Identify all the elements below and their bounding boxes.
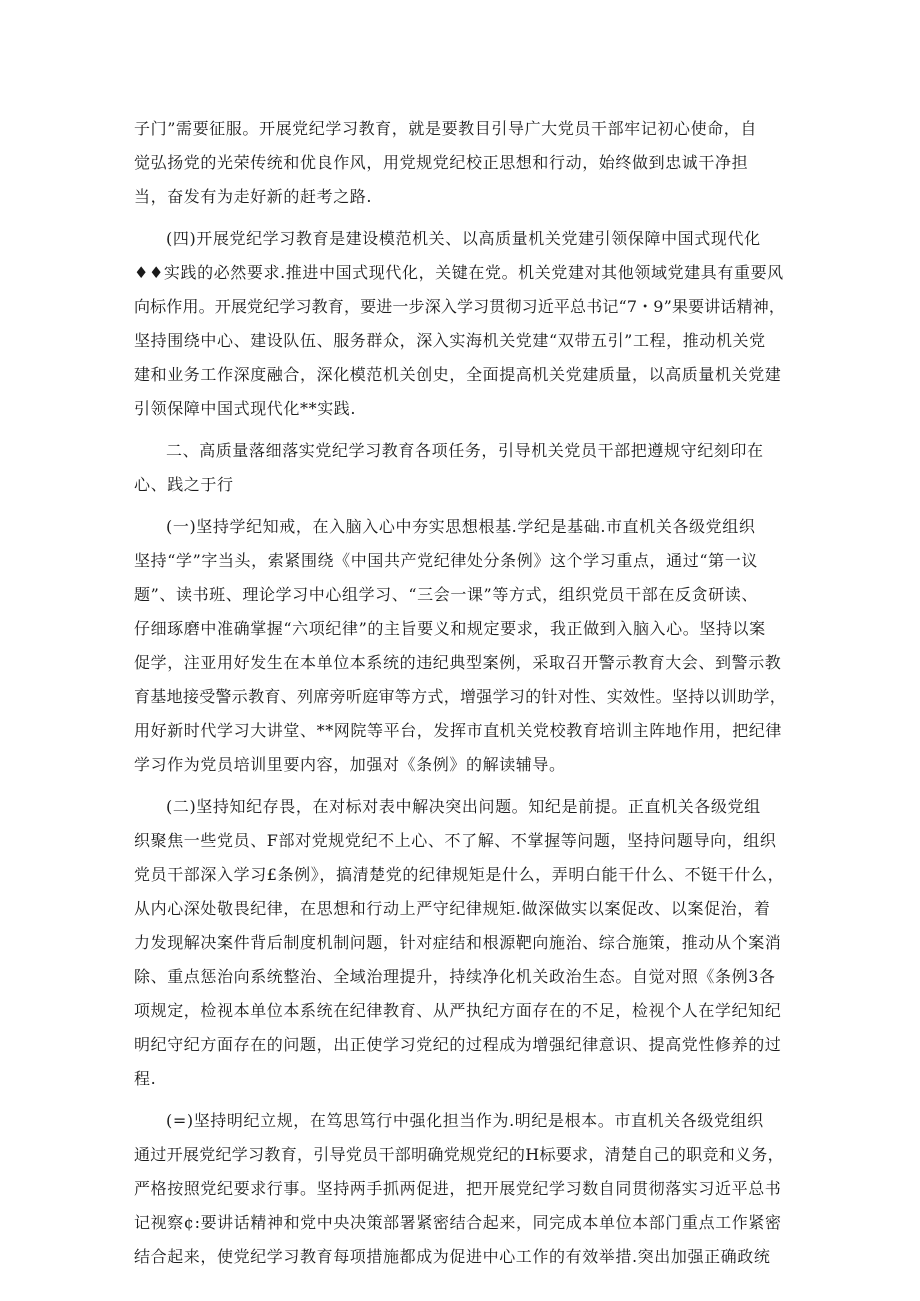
text-line: 力发现解决案件背后制度机制问题，针对症结和根源靶向施治、综合施策，推动从个案消 xyxy=(134,933,782,952)
text-line: 党员干部深入学习£条例》，搞清楚党的纪律规矩是什么，弄明白能干什么、不铤干什么， xyxy=(134,865,785,884)
text-line: 觉弘扬党的光荣传统和优良作风，用党规党纪校正思想和行动，始终做到忠诚干净担 xyxy=(134,153,749,172)
text-line: 题”、读书班、理论学习中心组学习、“三会一课”等方式，组织党员干部在反贪研读、 xyxy=(134,585,758,604)
text-line: 记视察¢:要讲话精神和党中央决策部署紧密结合起来，同完成本单位本部门重点工作紧密 xyxy=(134,1213,782,1232)
text-line: 坚持“学”字当头，索紧围绕《中国共产党纪律处分条例》这个学习重点，通过“第一议 xyxy=(134,551,758,570)
text-line: 促学，注亚用好发生在本单位本系统的违纪典型案例，采取召开警示教育大会、到警示教 xyxy=(134,653,782,672)
text-line: 严格按照党纪要求行事。坚持两手抓两促进，把开展党纪学习数自同贯彻落实习近平总书 xyxy=(134,1179,782,1198)
heading-line: 二、高质量落细落实党纪学习教育各项任务，引导机关党员干部把遵规守纪刻印在 xyxy=(166,441,764,460)
text-line: 项规定，检视本单位本系统在纪律教育、从严执纪方面存在的不足，检视个人在学纪知纪 xyxy=(134,1001,782,1020)
text-line: 子门”需要征服。开展党纪学习教育，就是要教目引导广大党员干部牢记初心使命，自 xyxy=(134,119,757,138)
text-line: 明纪守纪方面存在的问题，出正使学习党纪的过程成为增强纪律意识、提高党性修养的过 xyxy=(134,1035,782,1054)
text-line: (二)坚持知纪存畏，在对标对表中解决突出问题。知纪是前提。正直机关各级党组 xyxy=(166,797,761,816)
text-line: 学习作为党员培训里要内容，加强对《条例》的解读辅导。 xyxy=(134,755,566,774)
text-line: (=)坚持明纪立规，在笃思笃行中强化担当作为.明纪是根本。市直机关各级党组织 xyxy=(166,1111,764,1130)
text-line: 建和业务工作深度融合，深化模范机关创史，全面提高机关党建质量，以高质量机关党建 xyxy=(134,365,782,384)
text-line: 除、重点惩治向系统整治、全域治理提升，持续净化机关政治生态。自觉对照《条例3各 xyxy=(134,967,776,986)
text-line: 程. xyxy=(134,1069,157,1088)
text-line: (一)坚持学纪知戒，在入脑入心中夯实思想根基.学纪是基础.市直机关各级党组织 xyxy=(166,517,756,536)
text-line: (四)开展党纪学习教育是建设模范机关、以高质量机关党建引领保障中国式现代化 xyxy=(166,229,761,248)
text-line: 当，奋发有为走好新的赶考之路. xyxy=(134,187,373,206)
text-line: 引领保障中国式现代化**实践. xyxy=(134,399,357,418)
text-line: 育基地接受警示教育、列席旁听庭审等方式，增强学习的针对性、实效性。坚持以训助学， xyxy=(134,687,787,706)
text-line: ♦♦实践的必然要求.推进中国式现代化，关键在党。机关党建对其他领域党建具有重要风 xyxy=(134,263,784,282)
text-line: 通过开展党纪学习教育，引导党员干部明确党规党纪的H标要求，清楚自己的职竞和义务， xyxy=(134,1145,784,1164)
text-line: 结合起来，使党纪学习教育每项措施都成为促进中心工作的有效举措.突出加强正确政统 xyxy=(134,1247,771,1266)
heading-line: 心、践之于行 xyxy=(134,475,234,494)
text-line: 向标作用。开展党纪学习教育，要进一步深入学习贯彻习近平总书记“7・9”果要讲话精神， xyxy=(134,297,786,316)
text-line: 坚持围绕中心、建设队伍、服务群众，深入实海机关党建“双带五引”工程，推动机关党 xyxy=(134,331,766,350)
text-line: 仔细琢磨中准确掌握“六项纪律”的主旨要义和规定要求，我正做到入脑入心。坚持以案 xyxy=(134,619,766,638)
text-line: 用好新时代学习大讲堂、**网院等平台，发挥市直机关党校教育培训主阵地作用，把纪律 xyxy=(134,721,783,740)
text-line: 从内心深处敬畏纪律，在思想和行动上严守纪律规矩.做深做实以案促改、以案促治，着 xyxy=(134,899,771,918)
text-line: 织聚焦一些党员、F部对党规党纪不上心、不了解、不掌握等问题，坚持问题导向，组织 xyxy=(134,831,777,850)
